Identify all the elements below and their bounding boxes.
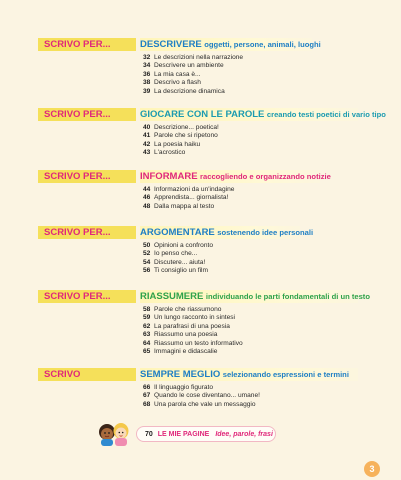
item-list — [143, 384, 260, 409]
item-text: Riassumo un testo informativo — [154, 339, 243, 347]
page-number-badge: 3 — [364, 461, 380, 477]
page-ref: 36 — [143, 70, 151, 78]
page-ref: 44 — [143, 186, 151, 193]
item-text: Descrizione... poetica! — [154, 124, 219, 131]
section-title — [140, 368, 358, 381]
list-item[interactable] — [143, 149, 219, 157]
section-keyword: ARGOMENTARE — [140, 227, 215, 238]
page-ref: 40 — [143, 124, 151, 131]
item-text: Una parola che vale un messaggio — [154, 400, 256, 408]
list-item[interactable] — [143, 141, 219, 149]
item-list — [143, 54, 243, 96]
list-item[interactable] — [143, 267, 213, 275]
list-item[interactable] — [143, 314, 243, 322]
item-text: Ti consiglio un film — [154, 267, 208, 275]
section-keyword: DESCRIVERE — [140, 39, 202, 50]
list-item[interactable] — [143, 323, 243, 331]
item-text: Descrivere un ambiente — [154, 62, 224, 70]
list-item[interactable] — [143, 250, 213, 258]
page-ref: 52 — [143, 250, 151, 258]
item-text: Informazioni da un'indagine — [154, 186, 235, 193]
kids-illustration — [94, 420, 136, 446]
list-item[interactable] — [143, 124, 219, 132]
section-title — [140, 108, 386, 121]
page-ref: 66 — [143, 384, 151, 391]
page-ref: 64 — [143, 339, 151, 347]
list-item[interactable] — [143, 62, 243, 70]
item-text: La parafrasi di una poesia — [154, 322, 230, 330]
page-ref: 46 — [143, 194, 151, 202]
section-subtitle: oggetti, persone, animali, luoghi — [204, 40, 321, 49]
page-ref: 56 — [143, 267, 151, 275]
item-text: Dalla mappa al testo — [154, 202, 215, 210]
section-subtitle: sostenendo idee personali — [217, 228, 314, 237]
list-item[interactable] — [143, 401, 260, 409]
item-text: Discutere... aiuta! — [154, 258, 206, 266]
page-ref: 38 — [143, 79, 151, 87]
list-item[interactable] — [143, 186, 234, 194]
page-ref: 39 — [143, 87, 151, 95]
list-item[interactable] — [143, 242, 213, 250]
section-subtitle: selezionando espressioni e termini — [222, 370, 349, 379]
section-subtitle: individuando le parti fondamentali di un testo — [205, 292, 370, 301]
item-text: Parole che riassumono — [154, 306, 222, 313]
item-text: Descrivo a flash — [154, 79, 201, 87]
section-tag: SCRIVO PER... — [38, 226, 136, 239]
page-ref: 43 — [143, 149, 151, 157]
item-text: Io penso che... — [154, 250, 198, 258]
list-item[interactable] — [143, 384, 260, 392]
item-text: Opinioni a confronto — [154, 242, 214, 249]
item-text: Apprendista... giornalista! — [154, 194, 229, 202]
page-ref: 32 — [143, 54, 151, 61]
page-ref: 41 — [143, 132, 151, 140]
page-ref: 50 — [143, 242, 151, 249]
section-tag: SCRIVO PER... — [38, 290, 136, 303]
list-item[interactable] — [143, 203, 234, 211]
list-item[interactable] — [143, 340, 243, 348]
item-text: Il linguaggio figurato — [154, 384, 214, 391]
page-ref: 42 — [143, 140, 151, 148]
item-text: Quando le cose diventano... umane! — [154, 392, 260, 400]
item-text: L'acrostico — [154, 149, 186, 157]
list-item[interactable] — [143, 392, 260, 400]
my-pages-subtitle: Idee, parole, frasi — [215, 431, 273, 438]
page-ref: 68 — [143, 400, 151, 408]
section-tag: SCRIVO PER... — [38, 170, 136, 183]
item-text: Riassumo una poesia — [154, 331, 218, 339]
item-text: Parole che si ripetono — [154, 132, 218, 140]
section-subtitle: raccogliendo e organizzando notizie — [200, 172, 331, 181]
item-text: La poesia haiku — [154, 140, 201, 148]
list-item[interactable] — [143, 54, 243, 62]
page-ref: 59 — [143, 314, 151, 322]
page-ref: 65 — [143, 348, 151, 356]
list-item[interactable] — [143, 306, 243, 314]
page-ref: 54 — [143, 258, 151, 266]
list-item[interactable] — [143, 71, 243, 79]
page-ref: 70 — [145, 431, 153, 438]
section-title — [140, 226, 314, 239]
section-subtitle: creando testi poetici di vario tipo — [266, 110, 386, 119]
section-title — [140, 290, 370, 303]
item-list — [143, 306, 243, 356]
page-ref: 62 — [143, 322, 151, 330]
item-list — [143, 242, 213, 276]
section-tag: SCRIVO PER... — [38, 38, 136, 51]
page-ref: 63 — [143, 331, 151, 339]
section-keyword: RIASSUMERE — [140, 291, 204, 302]
list-item[interactable] — [143, 88, 243, 96]
list-item[interactable] — [143, 348, 243, 356]
section-tag: SCRIVO PER... — [38, 108, 136, 121]
section-tag: SCRIVO — [38, 368, 136, 381]
item-text: Immagini e didascalie — [154, 348, 218, 356]
page-ref: 67 — [143, 392, 151, 400]
page-ref: 58 — [143, 306, 151, 313]
list-item[interactable] — [143, 132, 219, 140]
section-keyword: SEMPRE MEGLIO — [140, 369, 221, 380]
item-text: Un lungo racconto in sintesi — [154, 314, 236, 322]
my-pages-box[interactable] — [136, 426, 276, 442]
item-text: La mia casa è... — [154, 70, 201, 78]
item-text: Le descrizioni nella narrazione — [154, 54, 244, 61]
list-item[interactable] — [143, 194, 234, 202]
page-ref: 48 — [143, 202, 151, 210]
section-keyword: INFORMARE — [140, 171, 198, 182]
my-pages-title: LE MIE PAGINE — [157, 431, 210, 438]
list-item[interactable] — [143, 331, 243, 339]
item-list — [143, 186, 234, 211]
section-title — [140, 170, 331, 183]
list-item[interactable] — [143, 79, 243, 87]
list-item[interactable] — [143, 259, 213, 267]
item-list — [143, 124, 219, 158]
page-ref: 34 — [143, 62, 151, 70]
item-text: La descrizione dinamica — [154, 87, 225, 95]
section-keyword: GIOCARE CON LE PAROLE — [140, 109, 265, 120]
section-title — [140, 38, 321, 51]
